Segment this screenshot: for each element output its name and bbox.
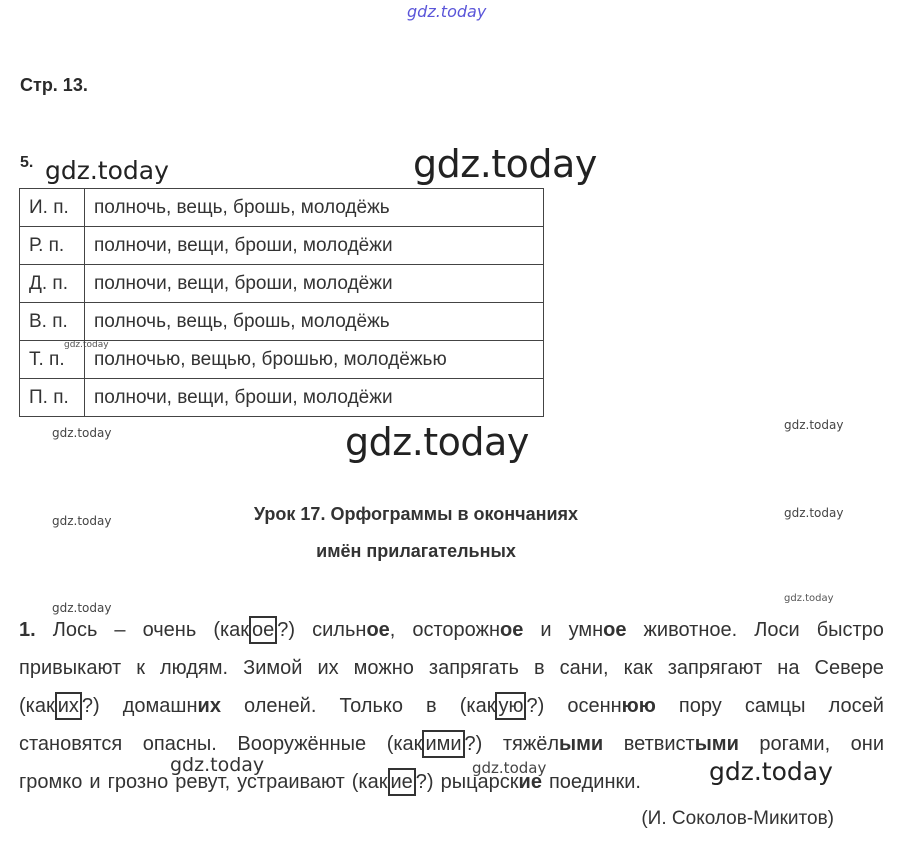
table-row: [20, 303, 544, 341]
forms-cell: полночи, вещи, броши, молодёжи: [85, 379, 544, 417]
declension-table: [19, 188, 544, 417]
watermark-small: gdz.today: [52, 426, 112, 440]
watermark-small: gdz.today: [52, 514, 112, 528]
watermark-small: gdz.today: [52, 601, 112, 615]
page-label: Стр. 13.: [20, 75, 88, 95]
table-row: [20, 379, 544, 417]
exercise-number: 1.: [19, 619, 36, 641]
watermark-mid: gdz.today: [709, 757, 833, 786]
table-row: [20, 265, 544, 303]
watermark-mid: gdz.today: [45, 156, 169, 185]
text-line: привыкают к людям. Зимой их можно запрягать в сани, как запрягают на Севере: [19, 657, 884, 679]
watermark-top: gdz.today: [407, 2, 487, 21]
text-line: (как их ?) домашних оленей. Только в (как ую ?) осеннюю пору самцы лосей: [19, 687, 884, 725]
watermark-tiny: gdz.today: [784, 593, 834, 604]
lesson-subtitle: имён прилагательных: [316, 541, 516, 561]
case-cell: В. п.: [20, 303, 85, 341]
case-cell: Д. п.: [20, 265, 85, 303]
forms-cell: полночи, вещи, броши, молодёжи: [85, 227, 544, 265]
watermark-small: gdz.today: [784, 418, 844, 432]
exercise-text: [19, 611, 884, 801]
case-cell: П. п.: [20, 379, 85, 417]
text-line: становятся опасны. Вооружённые (как ими ?) тяжёлыми ветвистыми рогами, они: [19, 725, 884, 763]
forms-cell: полночи, вещи, броши, молодёжи: [85, 265, 544, 303]
lesson-title: Урок 17. Орфограммы в окончаниях: [253, 504, 579, 524]
case-cell: Т. п.: [20, 341, 85, 379]
watermark-tiny: gdz.today: [64, 340, 109, 350]
watermark-big: gdz.today: [413, 142, 597, 186]
case-cell: И. п.: [20, 189, 85, 227]
watermark-small: gdz.today: [784, 506, 844, 520]
forms-cell: полночь, вещь, брошь, молодёжь: [85, 189, 544, 227]
author-attribution: (И. Соколов-Микитов): [641, 808, 834, 829]
forms-cell: полночью, вещью, брошью, молодёжью: [85, 341, 544, 379]
text-line: 1. Лось – очень (как ое ?) сильное, осторожное и умное животное. Лоси быстро: [19, 611, 884, 649]
watermark-small: gdz.today: [472, 759, 547, 777]
watermark-big: gdz.today: [345, 420, 529, 464]
case-cell: Р. п.: [20, 227, 85, 265]
text-line: громко и грозно ревут, устраивают (как ие ?) рыцарские поединки.: [19, 763, 884, 801]
table-row: [20, 189, 544, 227]
forms-cell: полночь, вещь, брошь, молодёжь: [85, 303, 544, 341]
table-row: [20, 341, 544, 379]
exercise-number: 5.: [20, 154, 34, 171]
watermark-medium: gdz.today: [170, 754, 265, 776]
table-row: [20, 227, 544, 265]
